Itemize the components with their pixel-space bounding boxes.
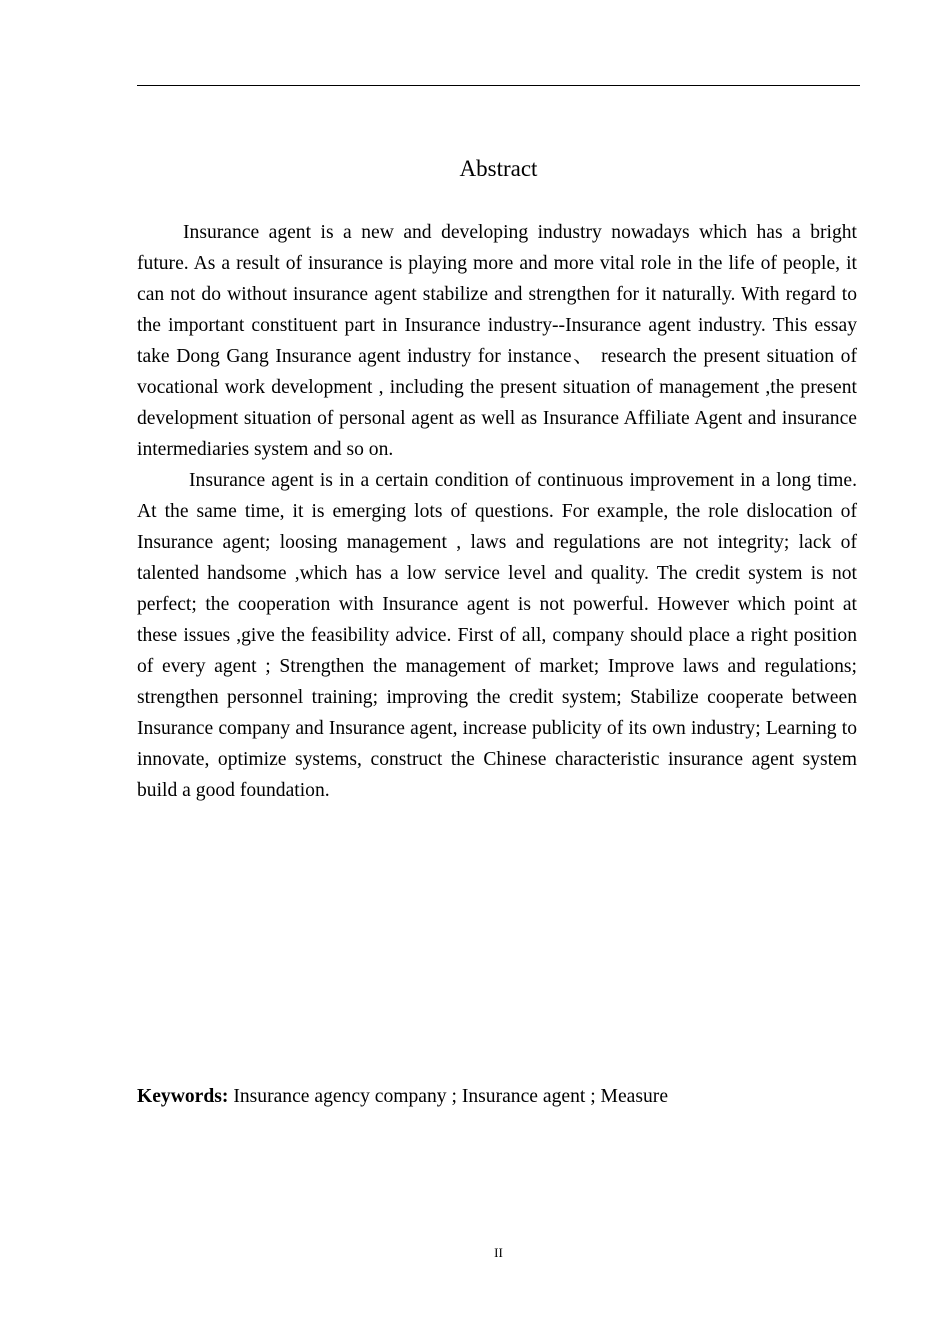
page-number: II [494, 1245, 503, 1260]
abstract-title: Abstract [459, 156, 538, 181]
header-rule [137, 85, 860, 86]
keywords-text: Insurance agency company ; Insurance agent ; Measure [228, 1086, 669, 1107]
abstract-paragraph-2: Insurance agent is in a certain condition of continuous improvement in a long time. At the same time, it is emerging lots of questions. For example, the role dislocation of Insurance agent; loosing management , laws and regulations are not integrity; lack of talented handsome ,which has a low service level and quality. The credit system is not perfect; the cooperation with Insurance agent is not powerful. However which point at these issues ,give the feasibility advice. First of all, company should place a right position of every agent ; Strengthen the management of market; Improve laws and regulations; strengthen personnel training; improving the credit system; Stabilize cooperate between Insurance company and Insurance agent, increase publicity of its own industry; Learning to innovate, optimize systems, construct the Chinese characteristic insurance agent system build a good foundation. [137, 470, 857, 801]
abstract-body [137, 217, 857, 806]
keywords-label: Keywords: [137, 1086, 229, 1107]
keywords-line [137, 1081, 860, 1112]
abstract-paragraph-1: Insurance agent is a new and developing industry nowadays which has a bright future. As a result of insurance is playing more and more vital role in the life of people, it can not do without insurance agent stabilize and strengthen for it naturally. With regard to the important constituent part in Insurance industry--Insurance agent industry. This essay take Dong Gang Insurance agent industry for instance、 research the present situation of vocational work development , including the present situation of management ,the present development situation of personal agent as well as Insurance Affiliate Agent and insurance intermediaries system and so on. [137, 222, 857, 460]
